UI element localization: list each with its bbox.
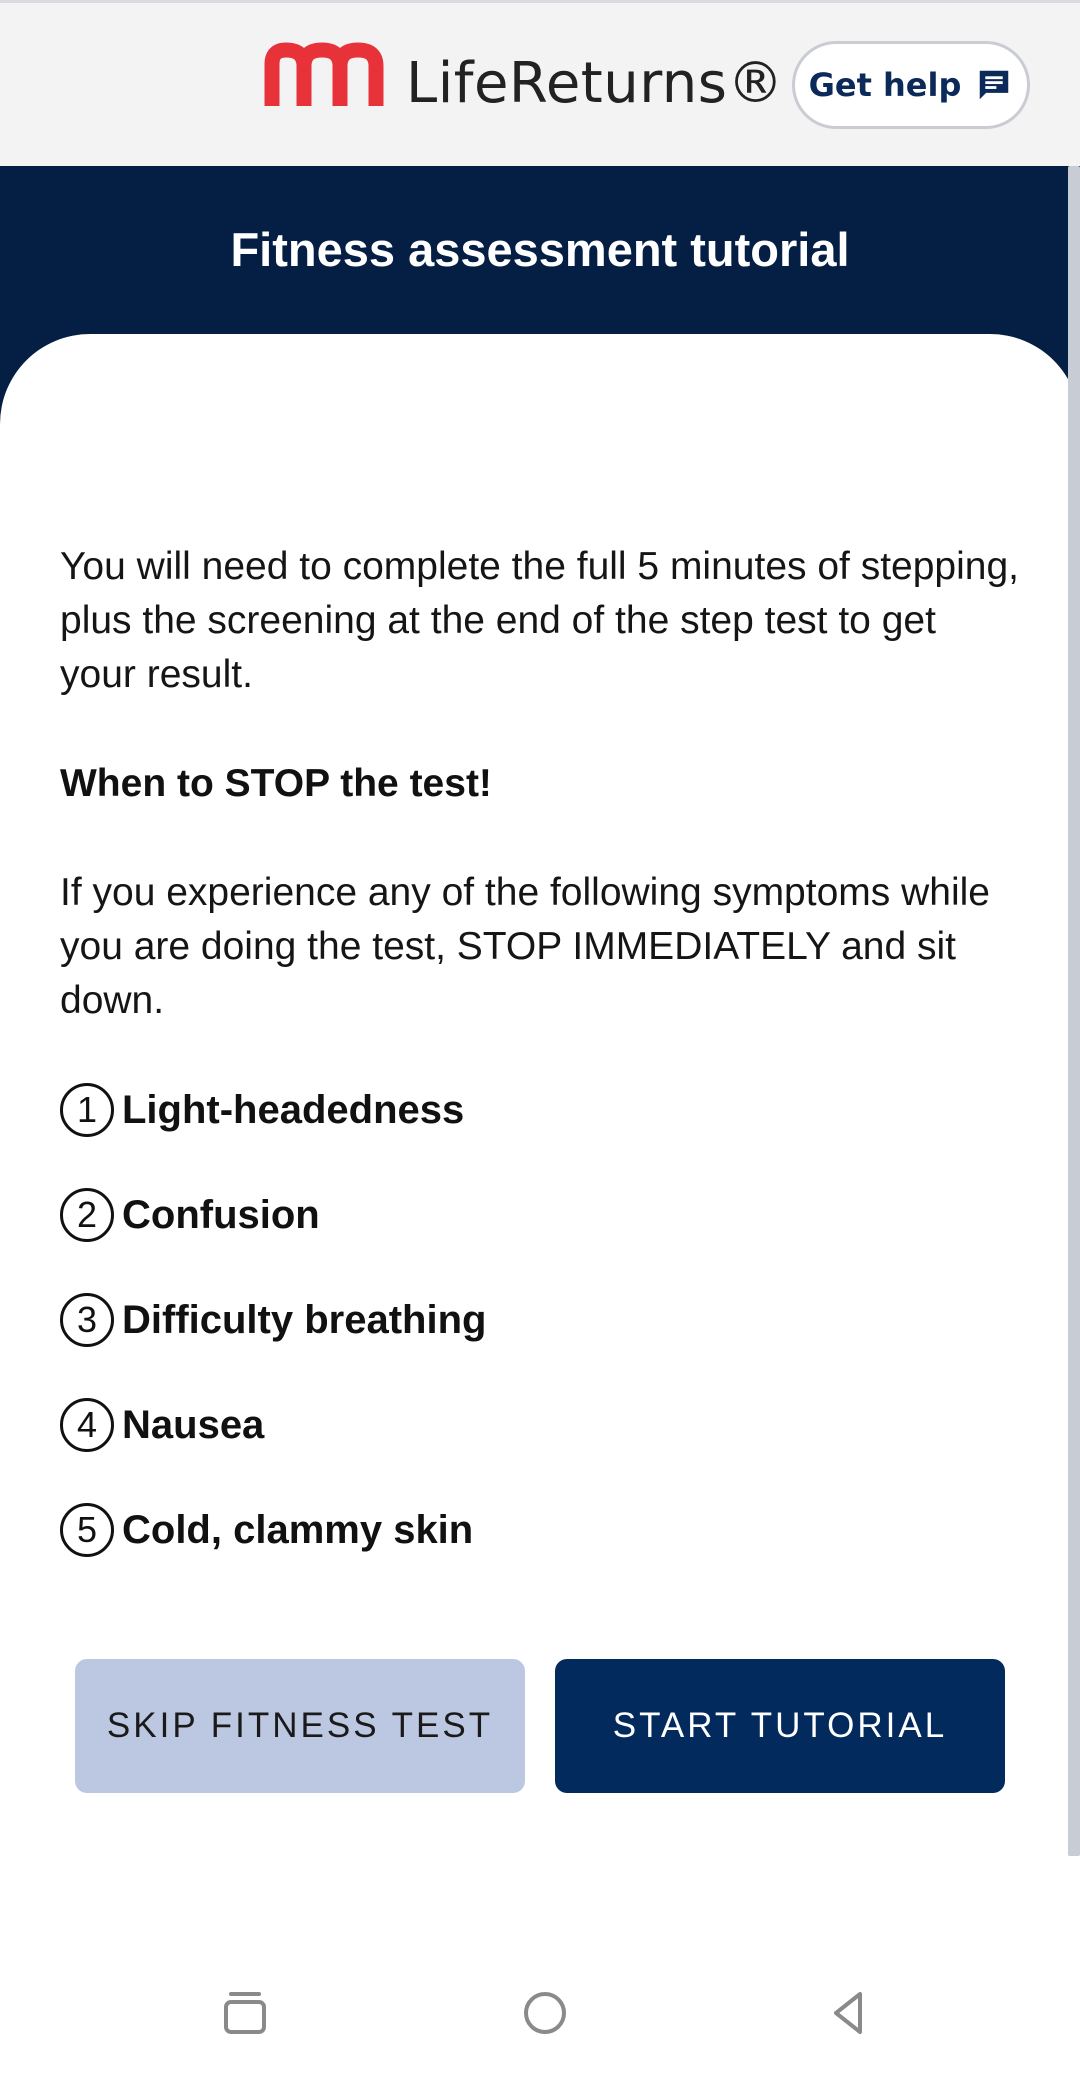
page-title: Fitness assessment tutorial	[230, 223, 850, 276]
number-badge: 5	[60, 1503, 114, 1557]
start-tutorial-button[interactable]: START TUTORIAL	[555, 1659, 1005, 1793]
scrollbar[interactable]	[1068, 166, 1080, 1856]
home-icon[interactable]	[522, 1990, 568, 2036]
symptom-label: Light-headedness	[122, 1087, 465, 1132]
get-help-label: Get help	[808, 66, 962, 104]
number-badge: 1	[60, 1083, 114, 1137]
number-badge: 3	[60, 1293, 114, 1347]
system-navigation-bar	[0, 1960, 1080, 2087]
number-badge: 4	[60, 1398, 114, 1452]
lifereturns-logo-icon	[264, 42, 384, 112]
stop-heading: When to STOP the test!	[60, 762, 492, 805]
tutorial-content	[60, 540, 1020, 1605]
symptom-item	[60, 1185, 1020, 1245]
recents-icon[interactable]	[222, 1990, 268, 2036]
stop-instructions: If you experience any of the following symptoms while you are doing the test, STOP IMMEDIATELY and sit down.	[60, 871, 990, 1022]
number-badge: 2	[60, 1188, 114, 1242]
brand-name: LifeReturns®	[406, 51, 784, 116]
symptom-label: Confusion	[122, 1192, 320, 1237]
skip-fitness-test-button[interactable]: SKIP FITNESS TEST	[75, 1659, 525, 1793]
app-logo	[264, 37, 784, 116]
symptom-item	[60, 1290, 1020, 1350]
get-help-button[interactable]	[792, 41, 1030, 129]
symptom-item	[60, 1395, 1020, 1455]
symptom-label: Cold, clammy skin	[122, 1507, 474, 1552]
back-icon[interactable]	[826, 1990, 872, 2036]
top-app-bar	[0, 0, 1080, 166]
intro-text: You will need to complete the full 5 minutes of stepping, plus the screening at the end of the step test to get your result.	[60, 545, 1019, 696]
symptom-item	[60, 1080, 1020, 1140]
symptom-label: Nausea	[122, 1402, 265, 1447]
symptom-label: Difficulty breathing	[122, 1297, 487, 1342]
symptom-item	[60, 1500, 1020, 1560]
chat-icon	[975, 66, 1013, 104]
